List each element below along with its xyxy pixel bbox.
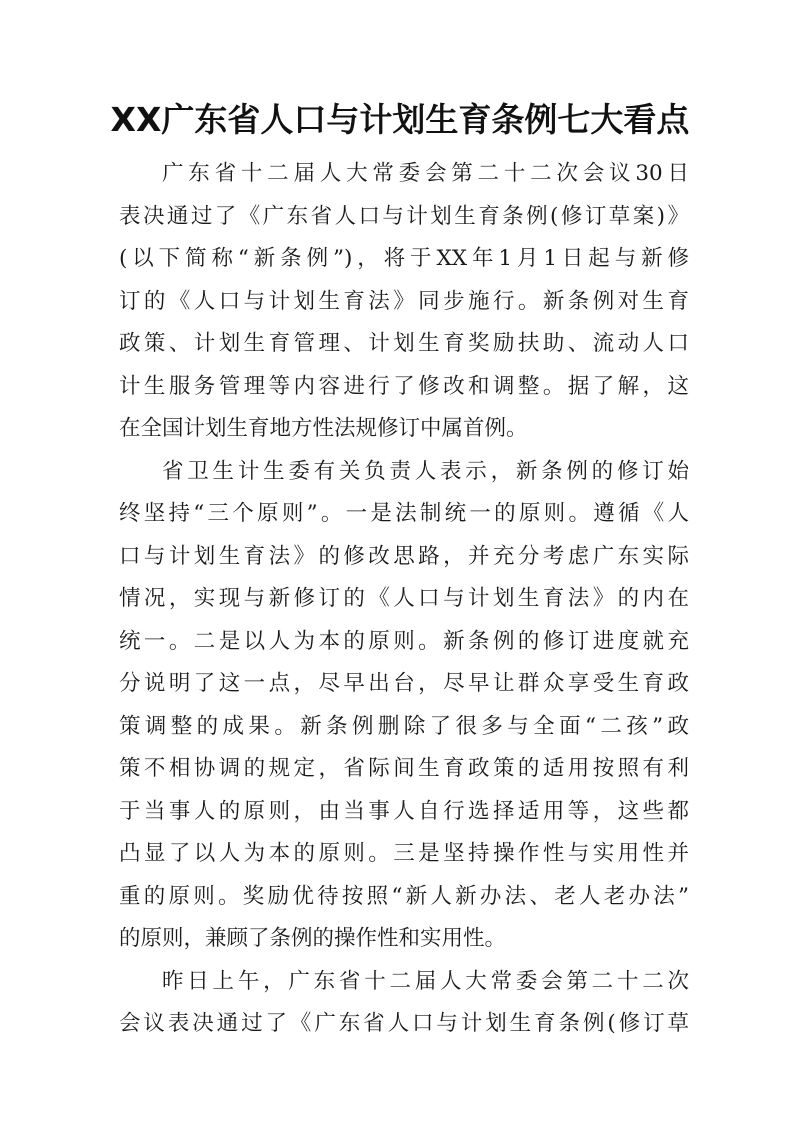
paragraph-line: 于当事人的原则，由当事人自行选择适用等，这些都 — [119, 798, 689, 824]
paragraph-line: 分说明了这一点，尽早出台，尽早让群众享受生育政 — [119, 671, 689, 696]
paragraph-line: 表决通过了《广东省人口与计划生育条例(修订草案)》 — [119, 203, 689, 229]
paragraph-line: (以下简称“新条例”)，将于XX年1月1日起与新修 — [119, 246, 689, 271]
paragraph-line: 的原则，兼顾了条例的操作性和实用性。 — [119, 926, 507, 951]
paragraph-line: 终坚持“三个原则”。一是法制统一的原则。遵循《人 — [119, 501, 689, 526]
paragraph-line: 省卫生计生委有关负责人表示，新条例的修订始 — [162, 458, 689, 484]
paragraph-line: 重的原则。奖励优待按照“新人新办法、老人老办法” — [119, 883, 689, 909]
paragraph-2 — [119, 451, 689, 961]
paragraph-line: 昨日上午，广东省十二届人大常委会第二十二次 — [162, 968, 689, 994]
document-title: XX广东省人口与计划生育条例七大看点 — [110, 100, 690, 139]
paragraph-line: 统一。二是以人为本的原则。新条例的修订进度就充 — [119, 628, 689, 654]
paragraph-line: 凸显了以人为本的原则。三是坚持操作性与实用性并 — [119, 841, 689, 866]
paragraph-line: 策调整的成果。新条例删除了很多与全面“二孩”政 — [119, 713, 689, 739]
paragraph-1 — [119, 153, 689, 451]
paragraph-line: 广东省十二届人大常委会第二十二次会议30日 — [162, 161, 689, 186]
paragraph-line: 在全国计划生育地方性法规修订中属首例。 — [119, 416, 528, 441]
document-body — [119, 153, 689, 1046]
paragraph-line: 政策、计划生育管理、计划生育奖励扶助、流动人口 — [119, 331, 689, 356]
paragraph-line: 订的《人口与计划生育法》同步施行。新条例对生育 — [119, 288, 689, 314]
paragraph-3 — [119, 961, 689, 1046]
paragraph-line: 计生服务管理等内容进行了修改和调整。据了解，这 — [119, 373, 689, 399]
paragraph-line: 口与计划生育法》的修改思路，并充分考虑广东实际 — [119, 543, 689, 569]
paragraph-line: 情况，实现与新修订的《人口与计划生育法》的内在 — [119, 586, 689, 611]
paragraph-line: 策不相协调的规定，省际间生育政策的适用按照有利 — [119, 756, 689, 781]
paragraph-line: 会议表决通过了《广东省人口与计划生育条例(修订草 — [119, 1011, 689, 1036]
